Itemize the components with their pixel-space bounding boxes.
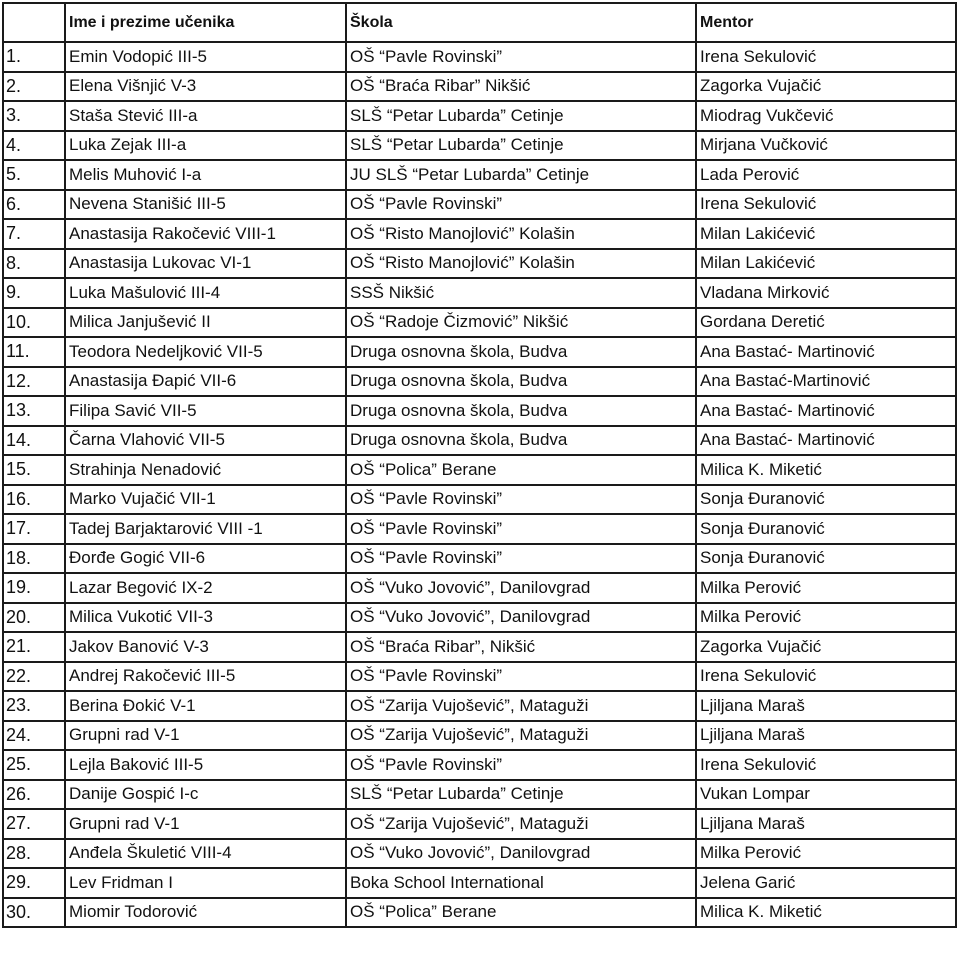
school-cell: OŠ “Pavle Rovinski” — [346, 485, 696, 515]
mentor-cell: Gordana Deretić — [696, 308, 956, 338]
row-number: 26. — [3, 780, 65, 810]
school-cell: OŠ “Polica” Berane — [346, 898, 696, 928]
school-cell: OŠ “Vuko Jovović”, Danilovgrad — [346, 839, 696, 869]
student-name-cell: Lazar Begović IX-2 — [65, 573, 346, 603]
row-number: 19. — [3, 573, 65, 603]
mentor-cell: Ana Bastać-Martinović — [696, 367, 956, 397]
student-name-cell: Miomir Todorović — [65, 898, 346, 928]
school-cell: JU SLŠ “Petar Lubarda” Cetinje — [346, 160, 696, 190]
row-number: 18. — [3, 544, 65, 574]
student-name-cell: Emin Vodopić III-5 — [65, 42, 346, 72]
mentor-cell: Irena Sekulović — [696, 190, 956, 220]
school-cell: SLŠ “Petar Lubarda” Cetinje — [346, 780, 696, 810]
school-cell: OŠ “Pavle Rovinski” — [346, 190, 696, 220]
student-name-cell: Melis Muhović I-a — [65, 160, 346, 190]
row-number: 6. — [3, 190, 65, 220]
student-roster-table — [2, 2, 957, 928]
table-header-row — [3, 3, 956, 42]
row-number: 12. — [3, 367, 65, 397]
school-cell: OŠ “Radoje Čizmović” Nikšić — [346, 308, 696, 338]
student-name-cell: Anđela Škuletić VIII-4 — [65, 839, 346, 869]
table-row — [3, 691, 956, 721]
mentor-cell: Milka Perović — [696, 839, 956, 869]
row-number: 9. — [3, 278, 65, 308]
student-name-cell: Anastasija Rakočević VIII-1 — [65, 219, 346, 249]
student-name-cell: Luka Zejak III-a — [65, 131, 346, 161]
row-number: 7. — [3, 219, 65, 249]
table-row — [3, 485, 956, 515]
school-cell: OŠ “Braća Ribar”, Nikšić — [346, 632, 696, 662]
row-number: 28. — [3, 839, 65, 869]
student-name-cell: Nevena Stanišić III-5 — [65, 190, 346, 220]
row-number: 5. — [3, 160, 65, 190]
row-number: 14. — [3, 426, 65, 456]
row-number: 8. — [3, 249, 65, 279]
table-row — [3, 839, 956, 869]
mentor-cell: Sonja Đuranović — [696, 485, 956, 515]
row-number: 4. — [3, 131, 65, 161]
table-row — [3, 426, 956, 456]
row-number: 29. — [3, 868, 65, 898]
student-name-cell: Marko Vujačić VII-1 — [65, 485, 346, 515]
student-name-cell: Teodora Nedeljković VII-5 — [65, 337, 346, 367]
table-row — [3, 662, 956, 692]
table-row — [3, 809, 956, 839]
mentor-cell: Jelena Garić — [696, 868, 956, 898]
student-name-cell: Grupni rad V-1 — [65, 809, 346, 839]
header-number — [3, 3, 65, 42]
mentor-cell: Ana Bastać- Martinović — [696, 426, 956, 456]
student-name-cell: Tadej Barjaktarović VIII -1 — [65, 514, 346, 544]
school-cell: OŠ “Zarija Vujošević”, Mataguži — [346, 809, 696, 839]
mentor-cell: Ana Bastać- Martinović — [696, 337, 956, 367]
row-number: 30. — [3, 898, 65, 928]
mentor-cell: Milica K. Miketić — [696, 455, 956, 485]
table-row — [3, 131, 956, 161]
header-school: Škola — [346, 3, 696, 42]
student-name-cell: Andrej Rakočević III-5 — [65, 662, 346, 692]
mentor-cell: Ljiljana Maraš — [696, 809, 956, 839]
student-name-cell: Milica Janjušević II — [65, 308, 346, 338]
student-name-cell: Filipa Savić VII-5 — [65, 396, 346, 426]
row-number: 16. — [3, 485, 65, 515]
student-name-cell: Anastasija Đapić VII-6 — [65, 367, 346, 397]
row-number: 10. — [3, 308, 65, 338]
student-name-cell: Luka Mašulović III-4 — [65, 278, 346, 308]
mentor-cell: Irena Sekulović — [696, 750, 956, 780]
table-row — [3, 603, 956, 633]
mentor-cell: Zagorka Vujačić — [696, 72, 956, 102]
school-cell: OŠ “Vuko Jovović”, Danilovgrad — [346, 603, 696, 633]
row-number: 17. — [3, 514, 65, 544]
row-number: 24. — [3, 721, 65, 751]
row-number: 15. — [3, 455, 65, 485]
table-row — [3, 780, 956, 810]
mentor-cell: Ljiljana Maraš — [696, 721, 956, 751]
student-name-cell: Đorđe Gogić VII-6 — [65, 544, 346, 574]
row-number: 21. — [3, 632, 65, 662]
mentor-cell: Milka Perović — [696, 573, 956, 603]
mentor-cell: Ljiljana Maraš — [696, 691, 956, 721]
student-name-cell: Jakov Banović V-3 — [65, 632, 346, 662]
school-cell: SSŠ Nikšić — [346, 278, 696, 308]
mentor-cell: Milka Perović — [696, 603, 956, 633]
table-row — [3, 337, 956, 367]
table-row — [3, 72, 956, 102]
table-row — [3, 898, 956, 928]
row-number: 20. — [3, 603, 65, 633]
table-row — [3, 367, 956, 397]
table-row — [3, 632, 956, 662]
table-row — [3, 721, 956, 751]
student-name-cell: Čarna Vlahović VII-5 — [65, 426, 346, 456]
school-cell: SLŠ “Petar Lubarda” Cetinje — [346, 131, 696, 161]
student-name-cell: Lev Fridman I — [65, 868, 346, 898]
student-name-cell: Berina Đokić V-1 — [65, 691, 346, 721]
student-name-cell: Anastasija Lukovac VI-1 — [65, 249, 346, 279]
table-row — [3, 514, 956, 544]
row-number: 2. — [3, 72, 65, 102]
table-row — [3, 219, 956, 249]
school-cell: OŠ “Zarija Vujošević”, Mataguži — [346, 721, 696, 751]
row-number: 25. — [3, 750, 65, 780]
school-cell: Druga osnovna škola, Budva — [346, 396, 696, 426]
header-student-name: Ime i prezime učenika — [65, 3, 346, 42]
school-cell: OŠ “Risto Manojlović” Kolašin — [346, 249, 696, 279]
student-name-cell: Milica Vukotić VII-3 — [65, 603, 346, 633]
mentor-cell: Irena Sekulović — [696, 42, 956, 72]
student-name-cell: Strahinja Nenadović — [65, 455, 346, 485]
school-cell: Druga osnovna škola, Budva — [346, 337, 696, 367]
school-cell: OŠ “Pavle Rovinski” — [346, 750, 696, 780]
student-name-cell: Staša Stević III-a — [65, 101, 346, 131]
mentor-cell: Ana Bastać- Martinović — [696, 396, 956, 426]
row-number: 3. — [3, 101, 65, 131]
school-cell: OŠ “Pavle Rovinski” — [346, 42, 696, 72]
school-cell: OŠ “Risto Manojlović” Kolašin — [346, 219, 696, 249]
row-number: 13. — [3, 396, 65, 426]
row-number: 27. — [3, 809, 65, 839]
school-cell: Boka School International — [346, 868, 696, 898]
mentor-cell: Miodrag Vukčević — [696, 101, 956, 131]
mentor-cell: Milica K. Miketić — [696, 898, 956, 928]
table-row — [3, 190, 956, 220]
school-cell: Druga osnovna škola, Budva — [346, 426, 696, 456]
table-row — [3, 249, 956, 279]
school-cell: OŠ “Zarija Vujošević”, Mataguži — [346, 691, 696, 721]
table-row — [3, 278, 956, 308]
student-name-cell: Elena Višnjić V-3 — [65, 72, 346, 102]
student-name-cell: Lejla Baković III-5 — [65, 750, 346, 780]
mentor-cell: Vukan Lompar — [696, 780, 956, 810]
mentor-cell: Lada Perović — [696, 160, 956, 190]
row-number: 22. — [3, 662, 65, 692]
mentor-cell: Mirjana Vučković — [696, 131, 956, 161]
table-row — [3, 868, 956, 898]
table-row — [3, 750, 956, 780]
row-number: 1. — [3, 42, 65, 72]
mentor-cell: Irena Sekulović — [696, 662, 956, 692]
school-cell: OŠ “Pavle Rovinski” — [346, 662, 696, 692]
mentor-cell: Vladana Mirković — [696, 278, 956, 308]
student-name-cell: Grupni rad V-1 — [65, 721, 346, 751]
school-cell: OŠ “Pavle Rovinski” — [346, 514, 696, 544]
mentor-cell: Milan Lakićević — [696, 249, 956, 279]
table-row — [3, 308, 956, 338]
mentor-cell: Sonja Đuranović — [696, 514, 956, 544]
school-cell: SLŠ “Petar Lubarda” Cetinje — [346, 101, 696, 131]
table-row — [3, 101, 956, 131]
mentor-cell: Sonja Đuranović — [696, 544, 956, 574]
mentor-cell: Zagorka Vujačić — [696, 632, 956, 662]
school-cell: OŠ “Braća Ribar” Nikšić — [346, 72, 696, 102]
school-cell: OŠ “Vuko Jovović”, Danilovgrad — [346, 573, 696, 603]
row-number: 11. — [3, 337, 65, 367]
student-name-cell: Danije Gospić I-c — [65, 780, 346, 810]
table-row — [3, 573, 956, 603]
table-row — [3, 544, 956, 574]
school-cell: Druga osnovna škola, Budva — [346, 367, 696, 397]
school-cell: OŠ “Pavle Rovinski” — [346, 544, 696, 574]
header-mentor: Mentor — [696, 3, 956, 42]
table-body — [3, 42, 956, 927]
table-row — [3, 396, 956, 426]
mentor-cell: Milan Lakićević — [696, 219, 956, 249]
row-number: 23. — [3, 691, 65, 721]
table-row — [3, 160, 956, 190]
school-cell: OŠ “Polica” Berane — [346, 455, 696, 485]
table-row — [3, 42, 956, 72]
table-row — [3, 455, 956, 485]
